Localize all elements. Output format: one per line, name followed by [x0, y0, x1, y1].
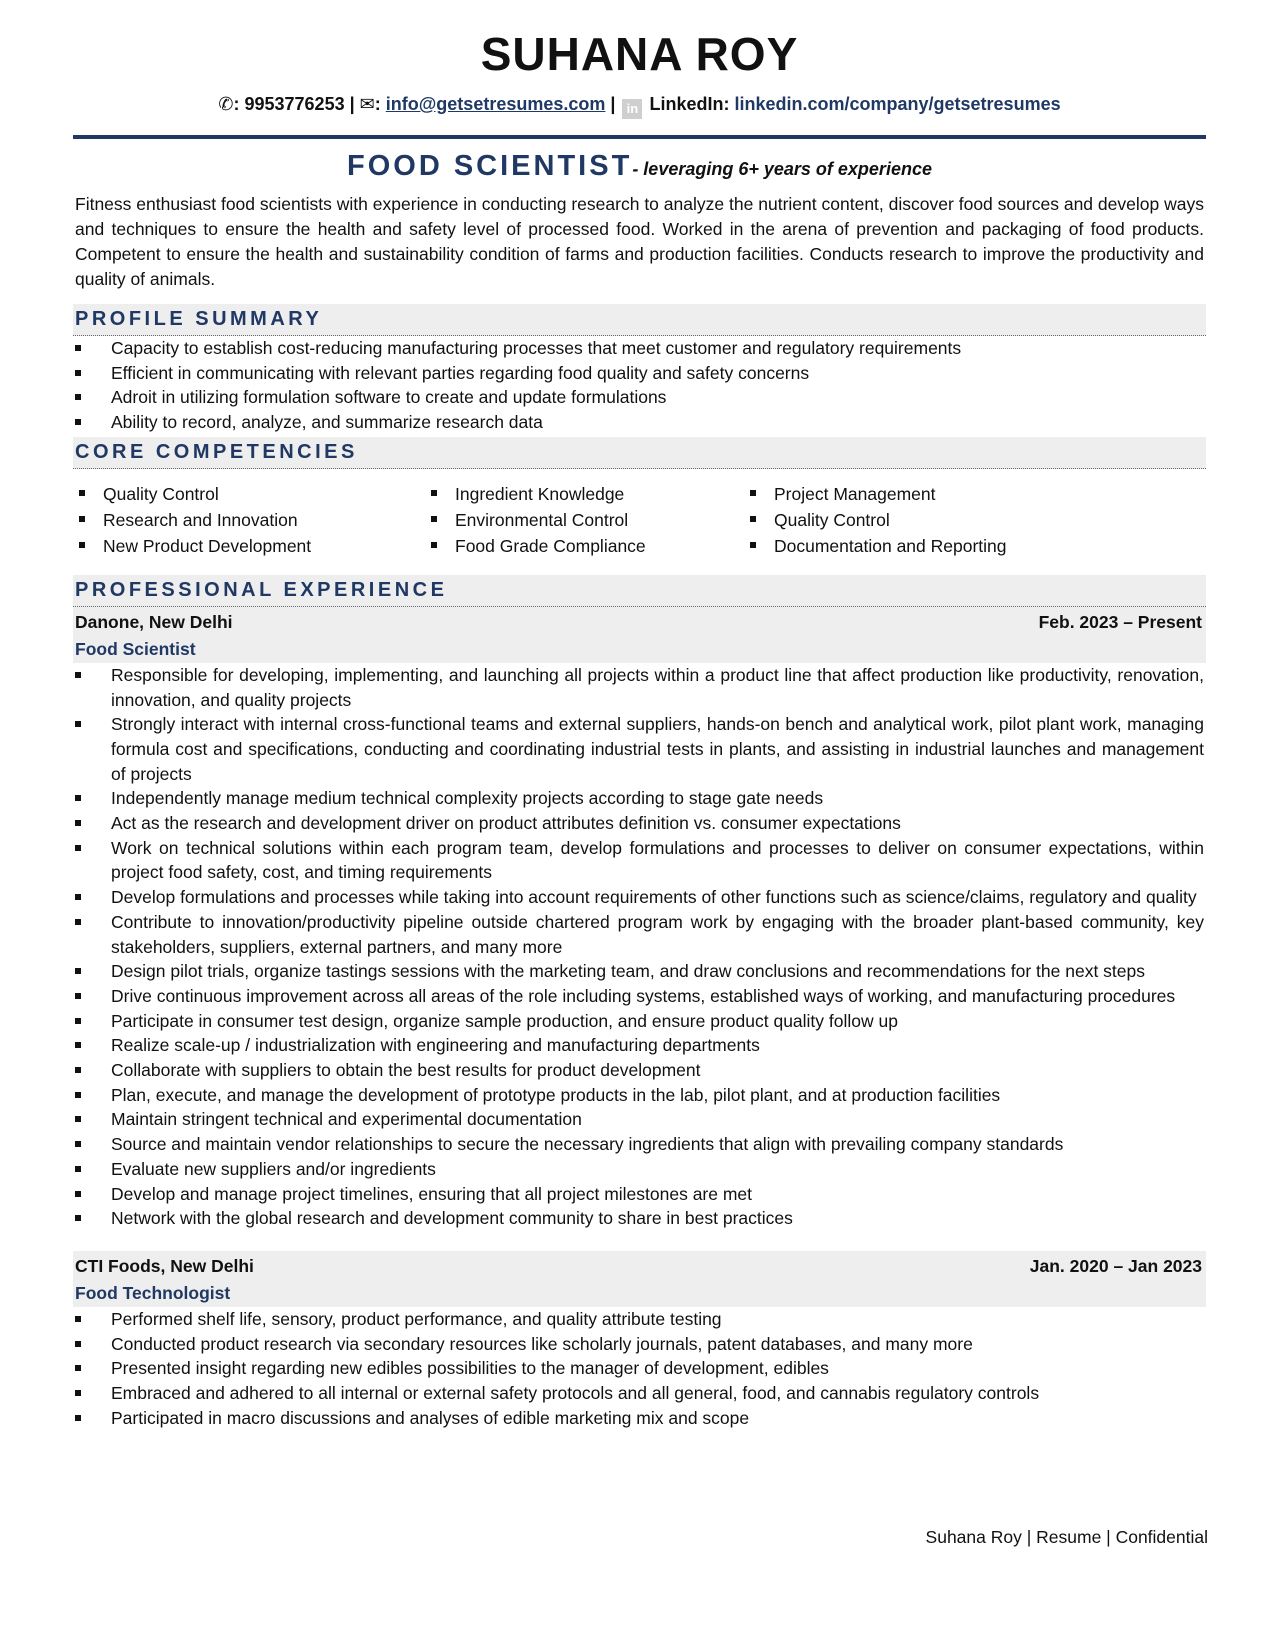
profile-item: Adroit in utilizing formulation software to create and update formulations: [73, 385, 1206, 410]
job-bullet: Independently manage medium technical complexity projects according to stage gate needs: [73, 786, 1206, 811]
competency-item: Project Management: [744, 481, 1144, 507]
competency-item: Documentation and Reporting: [744, 533, 1144, 559]
tagline: - leveraging 6+ years of experience: [632, 159, 932, 179]
separator: |: [349, 94, 360, 114]
profile-list: [73, 336, 1206, 435]
email-prefix: :: [374, 94, 381, 114]
experience-list: [73, 607, 1206, 1431]
section-heading-profile: PROFILE SUMMARY: [73, 304, 1206, 336]
job-bullets: [73, 663, 1206, 1231]
job-bullet: Evaluate new suppliers and/or ingredients: [73, 1157, 1206, 1182]
competency-item: Quality Control: [73, 481, 425, 507]
competencies-column: [744, 481, 1144, 559]
job-header: [73, 607, 1206, 663]
profile-item: Capacity to establish cost-reducing manufacturing processes that meet customer and regulatory requirements: [73, 336, 1206, 361]
competency-item: Research and Innovation: [73, 507, 425, 533]
job-bullet: Design pilot trials, organize tastings sessions with the marketing team, and draw conclusions and recommendations for the next steps: [73, 959, 1206, 984]
competency-item: Ingredient Knowledge: [425, 481, 744, 507]
title-row: [73, 149, 1206, 188]
job-entry: [73, 1251, 1206, 1431]
job-bullet: Performed shelf life, sensory, product performance, and quality attribute testing: [73, 1307, 1206, 1332]
header-divider: [73, 135, 1206, 139]
job-bullet: Collaborate with suppliers to obtain the best results for product development: [73, 1058, 1206, 1083]
linkedin-label: LinkedIn:: [649, 94, 730, 114]
job-company: Danone, New Delhi: [75, 611, 233, 632]
footer: Suhana Roy | Resume | Confidential: [925, 1527, 1208, 1547]
job-bullet: Drive continuous improvement across all areas of the role including systems, established ways of working, and manufacturing procedures: [73, 984, 1206, 1009]
job-dates: Jan. 2020 – Jan 2023: [1029, 1255, 1202, 1276]
competencies-column: [73, 481, 425, 559]
job-role: Food Scientist: [75, 638, 196, 659]
linkedin-icon: in: [622, 99, 642, 119]
section-heading-competencies: CORE COMPETENCIES: [73, 437, 1206, 469]
job-role: Food Technologist: [75, 1282, 231, 1303]
job-bullet: Conducted product research via secondary resources like scholarly journals, patent databases, and many more: [73, 1332, 1206, 1357]
separator: |: [610, 94, 621, 114]
phone-icon: ✆: [218, 94, 234, 114]
job-bullet: Embraced and adhered to all internal or external safety protocols and all general, food, and cannabis regulatory controls: [73, 1381, 1206, 1406]
competencies-grid: [73, 481, 1206, 563]
job-bullet: Contribute to innovation/productivity pipeline outside chartered program work by engaging with the broader plant-based community, key stakeholders, suppliers, external partners, and many more: [73, 910, 1206, 959]
job-header: [73, 1251, 1206, 1307]
job-bullet: Plan, execute, and manage the development of prototype products in the lab, pilot plant, and at production facilities: [73, 1083, 1206, 1108]
job-bullets: [73, 1307, 1206, 1431]
competency-item: Environmental Control: [425, 507, 744, 533]
job-bullet: Develop formulations and processes while taking into account requirements of other functions such as science/claims, regulatory and quality: [73, 885, 1206, 910]
section-heading-experience: PROFESSIONAL EXPERIENCE: [73, 575, 1206, 607]
profile-item: Ability to record, analyze, and summarize research data: [73, 410, 1206, 435]
candidate-name: SUHANA ROY: [480, 28, 799, 80]
summary-paragraph: Fitness enthusiast food scientists with experience in conducting research to analyze the nutrient content, discover food sources and develop ways and techniques to ensure the health and safety level of processed food. Worked in the arena of prevention and packaging of food products. Competent to ensure the health and sustainability condition of farms and production facilities. Conducts research to improve the productivity and quality of animals.: [75, 194, 1204, 289]
mail-icon: ✉: [359, 94, 375, 114]
job-dates: Feb. 2023 – Present: [1038, 611, 1202, 632]
job-bullet: Strongly interact with internal cross-functional teams and external suppliers, hands-on bench and analytical work, pilot plant work, managing formula cost and specifications, conducting and coordinating industrial tests in plants, and assisting in industrial launches and management of projects: [73, 712, 1206, 786]
job-bullet: Develop and manage project timelines, ensuring that all project milestones are met: [73, 1182, 1206, 1207]
job-company: CTI Foods, New Delhi: [75, 1255, 254, 1276]
phone-number: : 9953776253: [233, 94, 345, 114]
job-bullet: Source and maintain vendor relationships to secure the necessary ingredients that align with prevailing company standards: [73, 1132, 1206, 1157]
job-title: FOOD SCIENTIST: [347, 150, 633, 182]
job-bullet: Realize scale-up / industrialization with engineering and manufacturing departments: [73, 1033, 1206, 1058]
job-bullet: Act as the research and development driver on product attributes definition vs. consumer expectations: [73, 811, 1206, 836]
job-bullet: Participate in consumer test design, organize sample production, and ensure product quality follow up: [73, 1009, 1206, 1034]
job-entry: [73, 607, 1206, 1231]
contact-line: [73, 92, 1206, 119]
job-bullet: Participated in macro discussions and analyses of edible marketing mix and scope: [73, 1406, 1206, 1431]
job-bullet: Maintain stringent technical and experimental documentation: [73, 1107, 1206, 1132]
job-bullet: Work on technical solutions within each program team, develop formulations and processes to deliver on consumer expectations, within project food safety, cost, and timing requirements: [73, 836, 1206, 885]
profile-item: Efficient in communicating with relevant parties regarding food quality and safety concerns: [73, 361, 1206, 386]
email-link[interactable]: info@getsetresumes.com: [385, 94, 606, 114]
competency-item: New Product Development: [73, 533, 425, 559]
job-bullet: Responsible for developing, implementing, and launching all projects within a product line that affect production like productivity, renovation, innovation, and quality projects: [73, 663, 1206, 712]
competencies-column: [425, 481, 744, 559]
resume-page: [73, 0, 1206, 1431]
competency-item: Quality Control: [744, 507, 1144, 533]
competency-item: Food Grade Compliance: [425, 533, 744, 559]
job-bullet: Network with the global research and development community to share in best practices: [73, 1206, 1206, 1231]
linkedin-link[interactable]: linkedin.com/company/getsetresumes: [734, 94, 1061, 114]
job-bullet: Presented insight regarding new edibles possibilities to the manager of development, edibles: [73, 1356, 1206, 1381]
